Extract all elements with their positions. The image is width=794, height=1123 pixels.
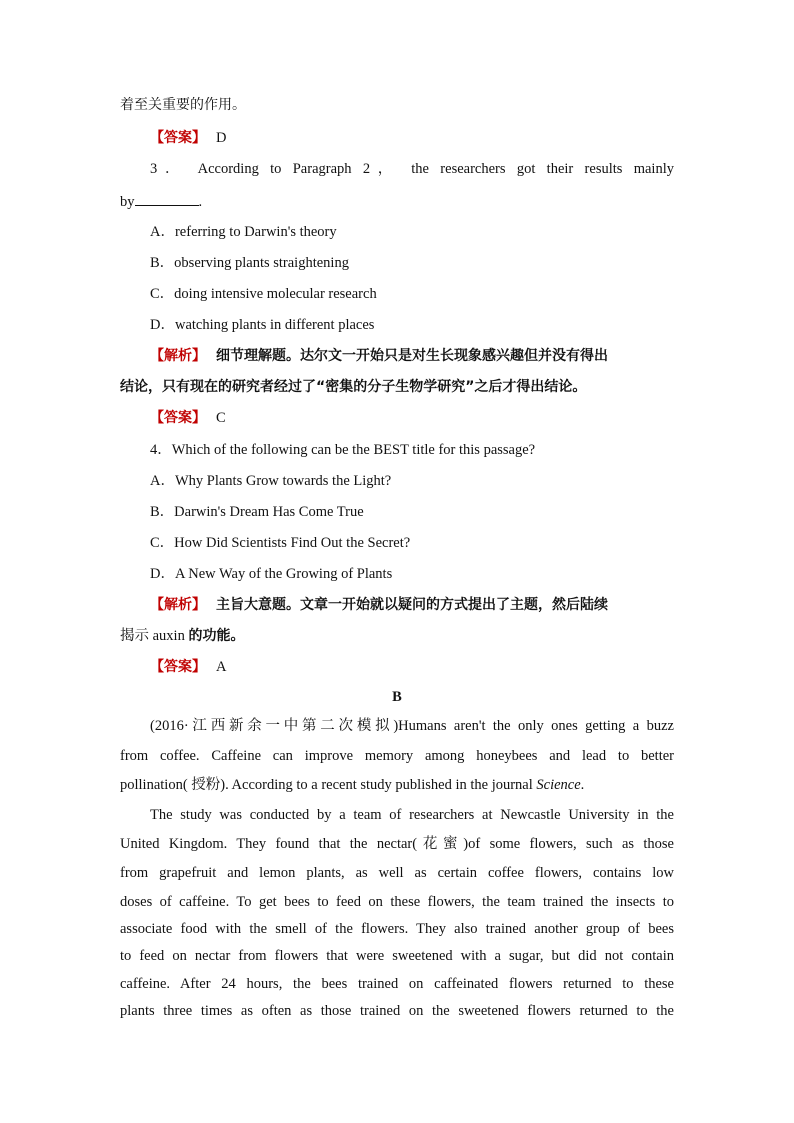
analysis-label: 【解析】 — [150, 348, 206, 364]
answer-value: C — [216, 410, 226, 426]
analysis-text-zh: 的功能。 — [188, 628, 245, 644]
answer-label: 【答案】 — [150, 659, 206, 675]
passage-text-end: . — [580, 777, 585, 793]
analysis-label: 【解析】 — [150, 597, 206, 613]
passage-p1-line2: from coffee. Caffeine can improve memory among honeybees and lead to better — [120, 748, 674, 764]
intro-tail: 着至关重要的作用。 — [120, 97, 246, 113]
q4-answer — [150, 657, 674, 677]
q4-option-a: A．Why Plants Grow towards the Light? — [150, 473, 392, 489]
q4-option-d: D．A New Way of the Growing of Plants — [150, 566, 393, 582]
q3-answer — [150, 408, 674, 428]
passage-text: pollination( 授粉). According to a recent study published in the journal — [120, 777, 537, 793]
q3-stem-line1: 3． According to Paragraph 2， the researchers got their results mainly — [150, 161, 674, 177]
q3-analysis-line2: 结论，只有现在的研究者经过了“密集的分子生物学研究”之后才得出结论。 — [120, 379, 587, 395]
q3-option-b: B．observing plants straightening — [150, 255, 349, 271]
passage-p2-line7: caffeine. After 24 hours, the bees trained on caffeinated flowers returned to these — [120, 976, 674, 992]
q3-option-a: A．referring to Darwin's theory — [150, 224, 337, 240]
journal-name: Science — [536, 777, 581, 793]
q4-option-c: C．How Did Scientists Find Out the Secret? — [150, 535, 411, 551]
q3-stem-by: by — [120, 194, 135, 210]
passage-p2-line2: United Kingdom. They found that the nectar(花蜜)of some flowers, such as those — [120, 836, 674, 852]
q3-analysis-line1 — [150, 346, 674, 366]
q4-option-b: B．Darwin's Dream Has Come True — [150, 504, 364, 520]
answer-value: D — [216, 130, 227, 146]
q4-analysis-line2 — [120, 626, 674, 646]
q3-option-c: C．doing intensive molecular research — [150, 286, 377, 302]
passage-p1-line3 — [120, 775, 674, 795]
analysis-text: 细节理解题。达尔文一开始只是对生长现象感兴趣但并没有得出 — [216, 348, 608, 364]
passage-p2-line4: doses of caffeine. To get bees to feed on these flowers, the team trained the insects to — [120, 894, 674, 910]
passage-p2-line1: The study was conducted by a team of researchers at Newcastle University in the — [150, 807, 674, 823]
answer-value: A — [216, 659, 227, 675]
q4-stem: 4．Which of the following can be the BEST title for this passage? — [150, 442, 536, 458]
q2-answer — [150, 128, 674, 148]
answer-label: 【答案】 — [150, 130, 206, 146]
passage-p2-line6: to feed on nectar from flowers that were sweetened with a sugar, but did not contain — [120, 948, 674, 964]
answer-blank — [135, 191, 199, 206]
analysis-text: 主旨大意题。文章一开始就以疑问的方式提出了主题，然后陆续 — [216, 597, 608, 613]
q3-stem-end: . — [198, 194, 203, 210]
analysis-text-latin: 揭示 auxin — [120, 628, 189, 644]
section-heading: B — [392, 689, 402, 705]
q3-stem-line2 — [120, 191, 674, 212]
q3-option-d: D．watching plants in different places — [150, 317, 375, 333]
passage-p2-line3: from grapefruit and lemon plants, as well as certain coffee flowers, contains low — [120, 865, 674, 881]
passage-p2-line8: plants three times as often as those trained on the sweetened flowers returned to the — [120, 1003, 674, 1019]
passage-p1-line1: (2016·江西新余一中第二次模拟)Humans aren't the only ones getting a buzz — [150, 718, 674, 734]
q4-analysis-line1 — [150, 595, 674, 615]
answer-label: 【答案】 — [150, 410, 206, 426]
passage-p2-line5: associate food with the smell of the flowers. They also trained another group of bees — [120, 921, 674, 937]
